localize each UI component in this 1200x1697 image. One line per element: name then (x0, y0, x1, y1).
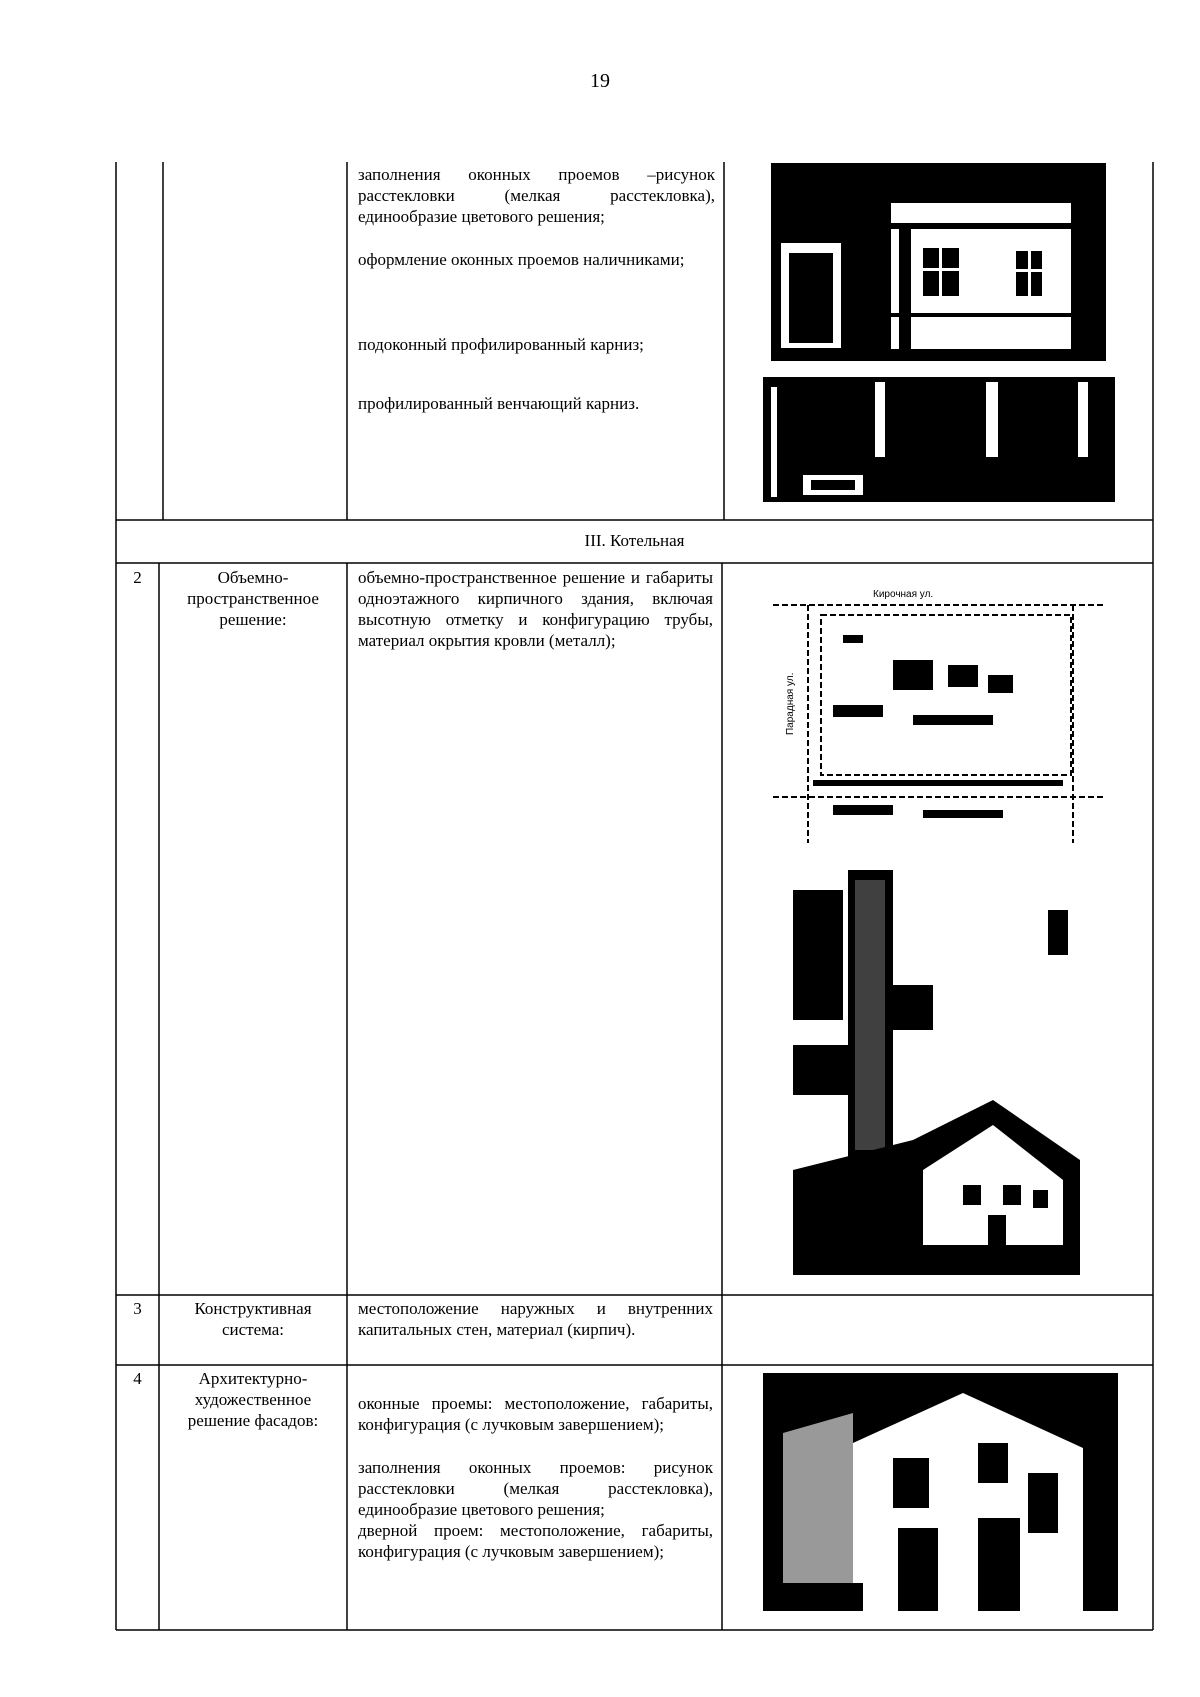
continuation-paragraph: заполнения оконных проемов –рисунок расстекловки (мелкая расстекловка), единообразие цветового решения; (358, 165, 715, 226)
row-description (358, 1393, 713, 1562)
continuation-paragraph: профилированный венчающий карниз. (358, 394, 640, 413)
row-paragraph: оконные проемы: местоположение, габариты, конфигурация (с лучковым завершением); (358, 1394, 713, 1434)
continuation-paragraph: подоконный профилированный карниз; (358, 335, 644, 354)
site-plan-map (773, 565, 1103, 843)
row-number: 3 (133, 1299, 142, 1318)
row-category: Объемно-пространственное решение: (187, 568, 319, 629)
continuation-text (358, 164, 715, 414)
row-paragraph: заполнения оконных проемов: рисунок расстекловки (мелкая расстекловка), единообразие цветового решения; (358, 1458, 713, 1519)
row-description: объемно-пространственное решение и габариты одноэтажного кирпичного здания, включая высотную отметку и конфигурацию трубы, материал окрытия кровли (металл); (358, 568, 713, 650)
row-number: 4 (133, 1369, 142, 1388)
map-street-label: Парадная ул. (785, 672, 796, 735)
arched-facade-photo (763, 1373, 1118, 1611)
row-paragraph: дверной проем: местоположение, габариты, конфигурация (с лучковым завершением); (358, 1521, 713, 1561)
row-category: Архитектурно-художественное решение фасадов: (187, 1369, 319, 1430)
cornice-photo (763, 377, 1115, 502)
row-number: 2 (133, 568, 142, 587)
row-category: Конструктивная система: (194, 1299, 312, 1339)
boiler-house-photo (793, 870, 1080, 1275)
section-title: III. Котельная (584, 531, 685, 550)
continuation-paragraph: оформление оконных проемов наличниками; (358, 250, 685, 269)
facade-photo (771, 163, 1106, 361)
row-description: местоположение наружных и внутренних капитальных стен, материал (кирпич). (358, 1299, 713, 1339)
map-street-label: Кирочная ул. (873, 589, 934, 600)
page-number: 19 (590, 70, 610, 92)
